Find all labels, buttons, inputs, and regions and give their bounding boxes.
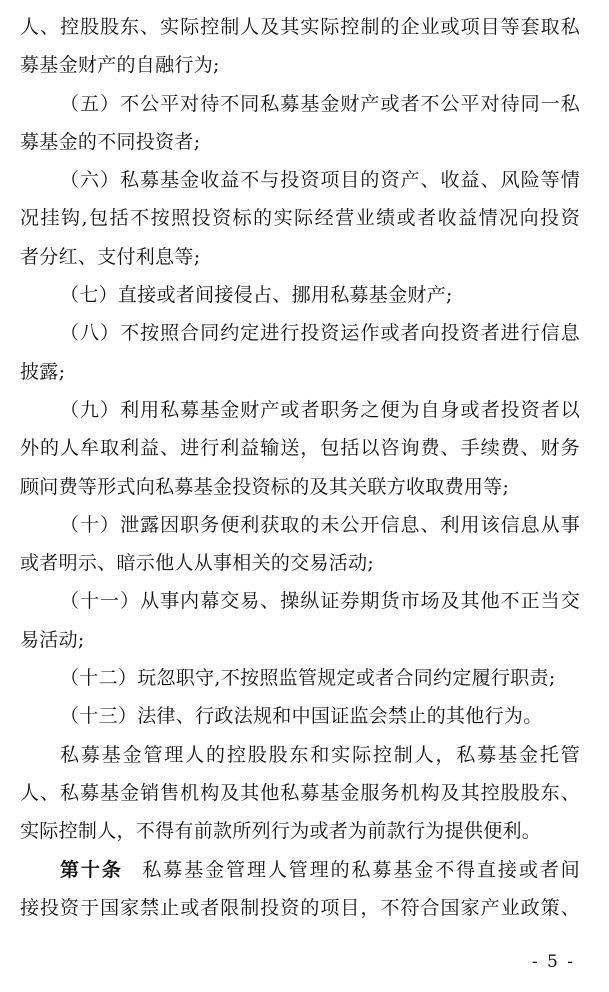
text-line: 募基金的不同投资者; [20,130,201,153]
text-line [20,851,580,889]
text-line: （六）私募基金收益不与投资项目的资产、收益、风险等情 [60,169,580,192]
text-line: 或者明示、暗示他人从事相关的交易活动; [20,552,375,575]
text-line: 人、私募基金销售机构及其他私募基金服务机构及其控股股东、 [20,781,580,804]
text-line: 接投资于国家禁止或者限制投资的项目，不符合国家产业政策、 [20,896,580,919]
document-body [20,8,580,927]
text-line: 者分红、支付利息等; [20,245,201,268]
text-line: （九）利用私募基金财产或者职务之便为自身或者投资者以 [60,398,580,421]
page-number: - 5 - [531,952,575,972]
text-line: （十三）法律、行政法规和中国证监会禁止的其他行为。 [60,705,543,728]
text-line: （七）直接或者间接侵占、挪用私募基金财产; [60,284,453,307]
text-line: 顾问费等形式向私募基金投资标的及其关联方收取费用等; [20,475,510,498]
article-text: 私募基金管理人管理的私募基金不得直接或者间 [140,858,580,881]
text-line: 况挂钩,包括不按照投资标的实际经营业绩或者收益情况向投资 [20,207,580,230]
text-line: （十）泄露因职务便利获取的未公开信息、利用该信息从事 [60,513,580,536]
article-heading: 第十条 [60,858,123,881]
text-line: （八）不按照合同约定进行投资运作或者向投资者进行信息 [60,322,580,345]
text-line: 实际控制人，不得有前款所列行为或者为前款行为提供便利。 [20,820,542,843]
text-line: （十一）从事内幕交易、操纵证券期货市场及其他不正当交 [60,590,580,613]
text-line: 易活动; [20,628,85,651]
text-line: 披露; [20,360,66,383]
text-line: 私募基金管理人的控股股东和实际控制人，私募基金托管 [60,743,580,766]
text-line: 募基金财产的自融行为; [20,54,220,77]
text-line: 外的人牟取利益、进行利益输送，包括以咨询费、手续费、财务 [20,437,580,460]
text-line: （十二）玩忽职守,不按照监管规定或者合同约定履行职责; [60,667,556,690]
text-line: （五）不公平对待不同私募基金财产或者不公平对待同一私 [60,92,580,115]
text-line: 人、控股股东、实际控制人及其实际控制的企业或项目等套取私 [20,16,580,38]
